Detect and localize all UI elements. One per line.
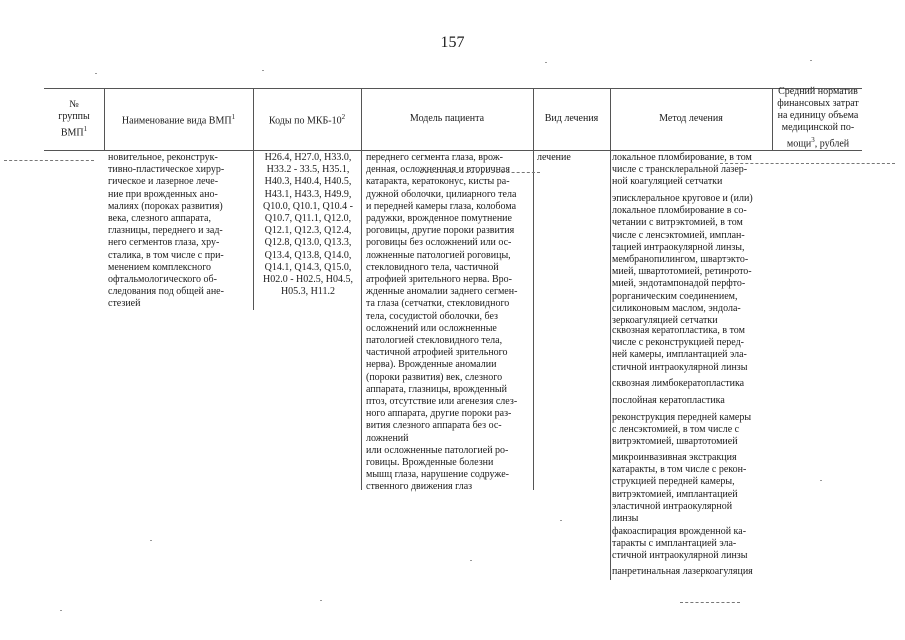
- col-divider-body: [610, 150, 611, 580]
- header-treatment-method: Метод лечения: [659, 113, 723, 124]
- header-treatment-type: Вид лечения: [544, 113, 599, 124]
- scan-artifact-line: [680, 602, 740, 603]
- method-item: реконструкция передней камеры с ленсэктомией, в том числе с витрэктомией, швартотомией: [612, 412, 752, 448]
- scan-speck: [560, 520, 562, 521]
- scan-speck: [545, 62, 547, 63]
- scan-speck: [320, 600, 322, 601]
- row-vmp-name: новительное, реконструк- тивно-пластическое хирур- гическое и лазерное лече- ние при врожденных ано- малиях (пороках развития) века, слезного аппарата, глазницы, переднего и зад- него сегментов глаза, хру- сталика, в том числе с при- менением комплексного офтальмологического об- следования под общей ане- стезией: [108, 152, 225, 310]
- method-item: панретинальная лазеркоагуляция: [612, 566, 753, 577]
- scan-speck: [95, 73, 97, 74]
- header-bottom-border: [44, 150, 862, 151]
- row-treatment-type: лечение: [537, 152, 571, 163]
- scan-speck: [262, 70, 264, 71]
- scan-speck: [470, 560, 472, 561]
- method-item: сквозная кератопластика, в том числе с реконструкцией перед- ней камеры, имплантацией эла- стичной интраокулярной линзы: [612, 325, 748, 373]
- row-icd-codes: H26.4, H27.0, H33.0, H33.2 - 33.5, H35.1, H40.3, H40.4, H40.5, H43.1, H43.3, H49.9, Q10.0, Q10.1, Q10.4 - Q10.7, Q11.1, Q12.0, Q12.1, Q12.3, Q12.4, Q12.8, Q13.0, Q13.3, Q13.4, Q13.8, Q14.0, Q14.1, Q14.3, Q15.0, H02.0 - H02.5, H04.5, H05.3, H11.2: [263, 152, 353, 298]
- scan-artifact-line: [4, 160, 94, 161]
- scan-artifact-line: [720, 163, 895, 164]
- scan-speck: [60, 610, 62, 611]
- header-group-number: № группы ВМП$^1$: [58, 98, 90, 139]
- header-patient-model: Модель пациента: [409, 113, 485, 124]
- header-cost-norm: Средний норматив финансовых затрат на единицу объема медицинской по-мощи$^3$, рублей: [777, 85, 859, 150]
- method-item: микроинвазивная экстракция катаракты, в том числе с рекон- струкцией передней камеры, витрэктомией, имплантацией эластичной интраокулярной линзы: [612, 452, 747, 525]
- header-icd-codes: Коды по МКБ-$10^2$: [268, 112, 346, 127]
- method-item: эписклеральное круговое и (или) локальное пломбирование в со- четании с витрэктомией, в том числе с ленсэктомией, имплан- тацией интраокулярной линзы, мембранопилингом, швартэкто- мией, швартотомией, ретинрото- мией, эндотампонадой перфто- рорганическим соединением, силиконовым маслом, эндола- зеркоагуляцией сетчатки: [612, 193, 753, 327]
- header-vmp-name: Наименование вида ВМП$^1$: [121, 112, 236, 127]
- col-divider-body: [361, 150, 362, 490]
- scan-speck: [820, 480, 822, 481]
- header-top-border: [44, 88, 862, 89]
- scan-speck: [150, 540, 152, 541]
- scan-artifact-line: [420, 172, 540, 173]
- scan-speck: [810, 60, 812, 61]
- method-item: послойная кератопластика: [612, 395, 725, 406]
- col-divider-body: [253, 150, 254, 310]
- method-item: факоаспирация врожденной ка- таракты с имплантацией эла- стичной интраокулярной линзы: [612, 526, 748, 562]
- page-number: 157: [440, 34, 465, 51]
- method-item: сквозная лимбокератопластика: [612, 378, 745, 389]
- row-patient-model: переднего сегмента глаза, врож- денная, осложненная и вторичная катаракта, кератоконус, кисты ра- дужной оболочки, цилиарного тела и передней камеры глаза, колобома радужки, врожденное помутнение роговицы, другие пороки развития роговицы без осложнений или ос- ложненные патологией роговицы, стекловидного тела, частичной атрофией зрительного нерва. Вро- жденные аномалии заднего сегмен- та глаза (сетчатки, стекловидного тела, сосудистой оболочки, без осложнений или осложненные патологией стекловидного тела, частичной атрофией зрительного нерва). Врожденные аномалии (пороки развития) век, слезного аппарата, глазницы, врожденный птоз, отсутствие или агенезия слез- ного аппарата, другие пороки раз- вития слезного аппарата без ос- ложнений или осложненные патологией ро- говицы. Врожденные болезни мышц глаза, нарушение содруже- ственного движения глаз: [366, 152, 518, 493]
- method-item: локальное пломбирование, в том числе с трансклеральной лазер- ной коагуляцией сетчатки: [612, 152, 752, 188]
